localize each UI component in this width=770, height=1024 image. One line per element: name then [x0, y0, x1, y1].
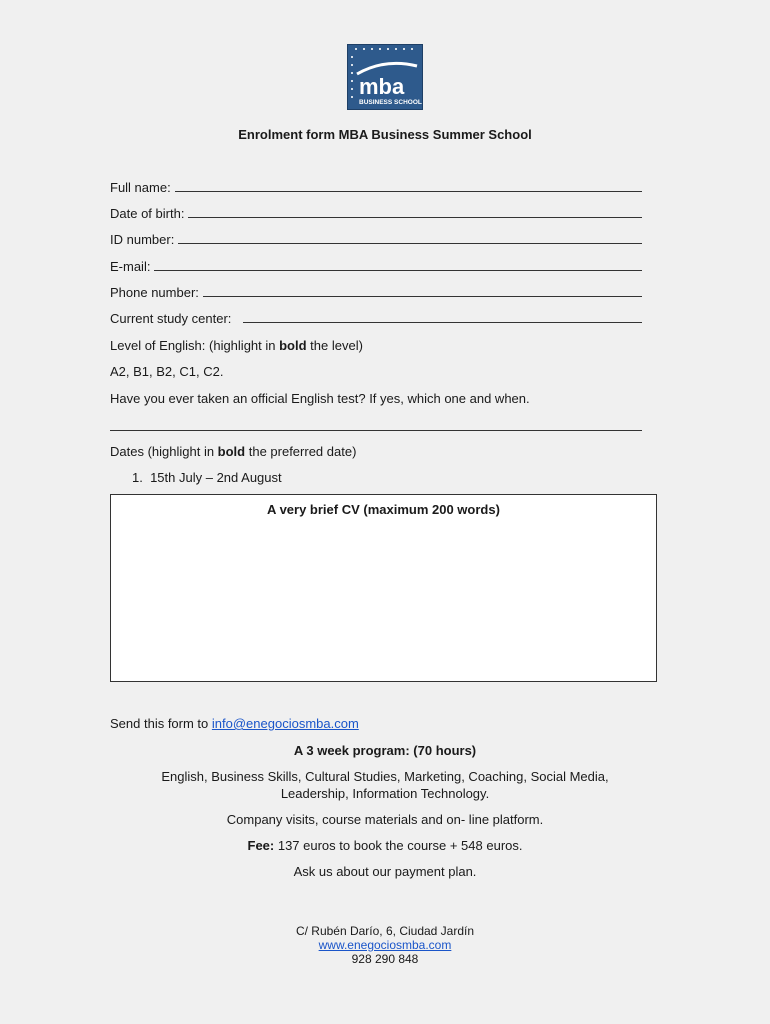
english-test-question: Have you ever taken an official English test? If yes, which one and when. [110, 391, 530, 406]
full-name-field[interactable] [110, 180, 642, 195]
logo-subtext: BUSINESS SCHOOL [359, 99, 422, 106]
phone-number-field[interactable] [110, 285, 642, 300]
phone-number-line[interactable] [203, 285, 642, 297]
id-number-label: ID number: [110, 232, 175, 247]
dates-instruction: Dates (highlight in bold the preferred date) [110, 444, 357, 459]
send-form-line: Send this form to info@enegociosmba.com [110, 716, 359, 731]
date-of-birth-line[interactable] [188, 206, 642, 218]
email-label: E-mail: [110, 259, 151, 274]
english-level-instruction: Level of English: (highlight in bold the level) [110, 338, 363, 353]
payment-plan: Ask us about our payment plan. [293, 864, 477, 879]
current-study-center-field[interactable] [110, 311, 642, 326]
logo-text: mba [359, 74, 405, 99]
footer-website-wrap [0, 938, 770, 952]
date-option-1[interactable]: 1. 15th July – 2nd August [132, 470, 282, 485]
fee-text: 137 euros to book the course + 548 euros. [274, 838, 523, 853]
id-number-field[interactable] [110, 232, 642, 247]
date-of-birth-field[interactable] [110, 206, 642, 221]
form-title: Enrolment form MBA Business Summer School [238, 127, 532, 142]
footer-address: C/ Rubén Darío, 6, Ciudad Jardín [295, 924, 475, 938]
fee-label: Fee: [247, 838, 275, 853]
full-name-label: Full name: [110, 180, 171, 195]
website-link[interactable]: www.enegociosmba.com [318, 938, 452, 952]
cv-box[interactable] [110, 494, 657, 682]
current-study-center-label: Current study center: [110, 311, 232, 326]
cv-title: A very brief CV (maximum 200 words) [267, 502, 500, 517]
mba-business-school-logo [347, 44, 423, 110]
english-levels[interactable]: A2, B1, B2, C1, C2. [110, 364, 224, 379]
program-extras: Company visits, course materials and on- line platform. [226, 812, 544, 827]
program-subjects-line1: English, Business Skills, Cultural Studies, Marketing, Coaching, Social Media, [161, 769, 609, 784]
phone-number-label: Phone number: [110, 285, 199, 300]
email-field[interactable] [110, 259, 642, 274]
english-test-answer-line[interactable] [110, 430, 642, 431]
fee-line [0, 838, 770, 853]
email-line[interactable] [154, 259, 642, 271]
date-of-birth-label: Date of birth: [110, 206, 185, 221]
program-subjects-line2: Leadership, Information Technology. [280, 786, 490, 801]
email-link[interactable]: info@enegociosmba.com [211, 716, 359, 731]
footer-phone: 928 290 848 [351, 952, 419, 966]
current-study-center-line[interactable] [243, 311, 642, 323]
full-name-line[interactable] [175, 180, 642, 192]
program-title: A 3 week program: (70 hours) [293, 743, 477, 758]
id-number-line[interactable] [178, 232, 642, 244]
